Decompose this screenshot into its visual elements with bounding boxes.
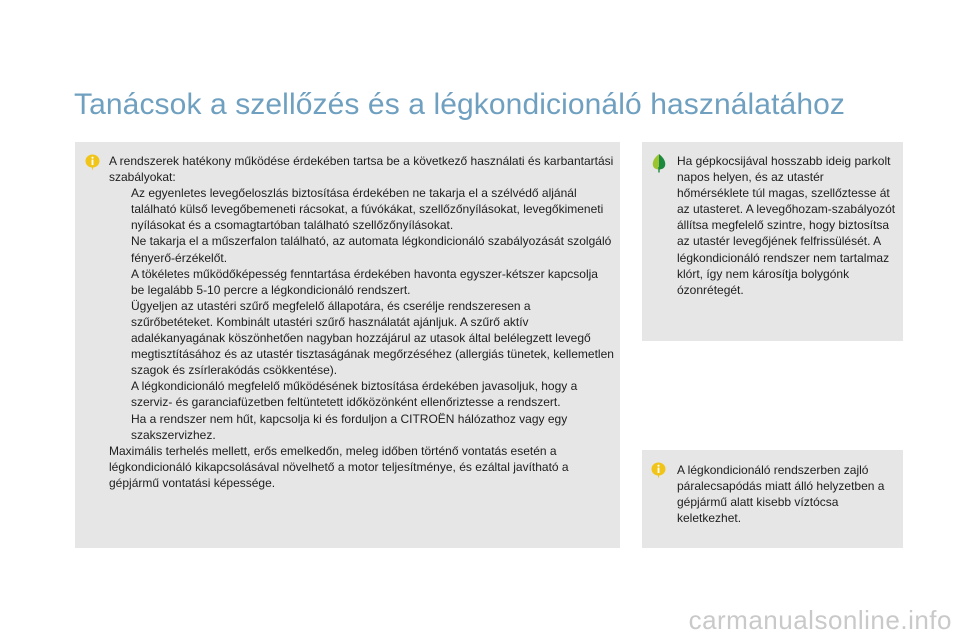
advice-outro: Maximális terhelés mellett, erős emelkedőn, meleg időben történő vontatás esetén a légkondicionáló kikapcsolásával növelhető a motor teljesítménye, és ezáltal javítható a gépjármű vontatási képessége. <box>109 443 569 490</box>
list-item-text: Ne takarja el a műszerfalon található, az automata légkondicionáló szabályozását szolgáló fényerő-érzékelőt. <box>131 234 612 265</box>
list-item-text: Ügyeljen az utastéri szűrő megfelelő állapotára, és cserélje rendszeresen a szűrőbetéteket. Kombinált utastéri szűrő használatát ajánljuk. A szűrő aktív adalékanyagának köszönhetően nagyban hozzájárul az utasok által belélegzett levegő megtisztításához és az utastér tisztaságának megőrzéséhez (allergiás tünetek, kellemetlen szagok és zsírlerakódás csökkentése). <box>131 298 614 378</box>
advice-list <box>109 185 614 443</box>
list-item <box>109 411 614 443</box>
advice-text <box>109 153 614 491</box>
watermark: carmanualsonline.info <box>688 605 952 635</box>
list-item <box>109 298 614 378</box>
list-item-text: A tökéletes működőképesség fenntartása érdekében havonta egyszer-kétszer kapcsolja be legalább 5-10 percre a légkondicionáló rendszert. <box>131 266 598 297</box>
eco-leaf-icon <box>651 153 667 173</box>
page-title: Tanácsok a szellőzés és a légkondicionáló használatához <box>74 88 845 121</box>
info-icon <box>85 154 100 171</box>
list-item <box>109 378 614 410</box>
eco-tip-text: Ha gépkocsijával hosszabb ideig parkolt napos helyen, és az utastér hőmérséklete túl magas, szellőztesse át az utasteret. A levegőhozam-szabályozót állítsa megfelelő szintre, hogy biztosítsa az utastér levegőjének felfrissülését. A légkondicionáló rendszer nem tartalmaz klórt, így nem károsítja bolygónk ózonrétegét. <box>677 154 896 297</box>
list-item-text: Az egyenletes levegőeloszlás biztosítása érdekében ne takarja el a szélvédő aljánál található külső levegőbemeneti rácsokat, a fúvókákat, szellőzőnyílásokat, levegőkimeneti nyílásokat és a csomagtartóban található szellőzőnyílásokat. <box>131 186 604 233</box>
info-text: A légkondicionáló rendszerben zajló páralecsapódás miatt álló helyzetben a gépjármű alatt kisebb víztócsa keletkezhet. <box>677 463 885 526</box>
list-item-text: A légkondicionáló megfelelő működésének biztosítása érdekében javasoljuk, hogy a szerviz- és garanciafüzetben feltüntetett időközönként ellenőriztesse a rendszert. <box>131 379 578 410</box>
list-item <box>109 266 614 298</box>
info-icon <box>651 462 666 479</box>
list-item <box>109 233 614 265</box>
advice-intro: A rendszerek hatékony működése érdekében tartsa be a következő használati és karbantartási szabályokat: <box>109 154 614 185</box>
list-item <box>109 185 614 233</box>
list-item-text: Ha a rendszer nem hűt, kapcsolja ki és forduljon a CITROËN hálózathoz vagy egy szakszervizhez. <box>131 411 568 442</box>
